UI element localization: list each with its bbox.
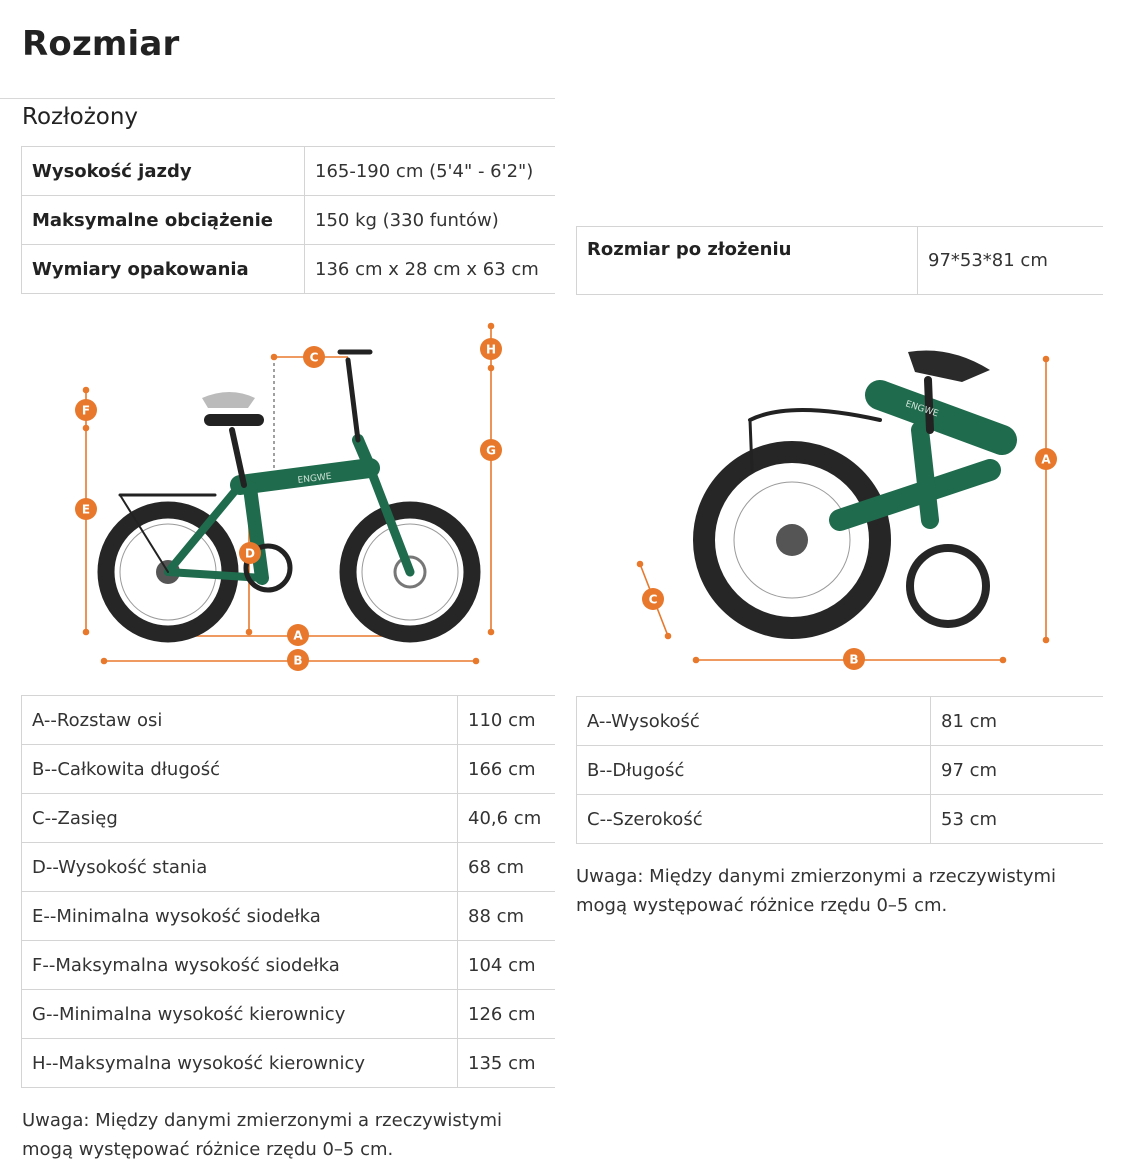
table-row — [22, 745, 556, 794]
divider — [0, 98, 555, 99]
dimension-label: G--Minimalna wysokość kierownicy — [22, 990, 458, 1039]
dimension-label: B--Całkowita długość — [22, 745, 458, 794]
table-row — [22, 843, 556, 892]
folded-specs-table — [576, 226, 1103, 295]
dimension-value: 68 cm — [458, 843, 556, 892]
marker-c — [303, 346, 325, 368]
svg-text:H: H — [485, 342, 497, 357]
seat-max-ghost — [202, 392, 255, 408]
dimension-value: 81 cm — [931, 697, 1104, 746]
dimension-value: 104 cm — [458, 941, 556, 990]
table-row — [22, 696, 556, 745]
dimension-value: 97 cm — [931, 746, 1104, 795]
svg-text:C: C — [648, 592, 658, 607]
table-row — [22, 794, 556, 843]
spec-label: Rozmiar po złożeniu — [577, 227, 918, 295]
marker-d — [239, 542, 261, 564]
table-row — [22, 941, 556, 990]
dimension-value: 53 cm — [931, 795, 1104, 844]
dimension-label: A--Wysokość — [577, 697, 931, 746]
marker-g — [480, 439, 502, 461]
marker-a — [1035, 448, 1057, 470]
svg-text:D: D — [245, 546, 255, 561]
dimension-label: C--Zasięg — [22, 794, 458, 843]
spec-value: 150 kg (330 funtów) — [305, 196, 556, 245]
table-row — [22, 245, 556, 294]
unfolded-specs-table — [21, 146, 555, 294]
dimension-label: H--Maksymalna wysokość kierownicy — [22, 1039, 458, 1088]
spec-value: 136 cm x 28 cm x 63 cm — [305, 245, 556, 294]
page-title: Rozmiar — [22, 24, 180, 64]
spec-value: 165-190 cm (5'4" - 6'2") — [305, 147, 556, 196]
table-row — [577, 697, 1104, 746]
folded-dimensions-table — [576, 696, 1103, 844]
table-row — [577, 227, 1104, 295]
folded-note: Uwaga: Między danymi zmierzonymi a rzeczywistymi mogą występować różnice rzędu 0–5 cm. — [576, 866, 1057, 916]
dimension-label: B--Długość — [577, 746, 931, 795]
brand-logo: ENGWE — [904, 399, 940, 420]
dimension-value: 126 cm — [458, 990, 556, 1039]
rear-wheel — [704, 452, 880, 628]
marker-h — [480, 338, 502, 360]
unfolded-bike-diagram — [60, 318, 510, 678]
spec-label: Wymiary opakowania — [22, 245, 305, 294]
section-title: Rozłożony — [22, 104, 139, 130]
folded-bike-diagram — [630, 338, 1060, 672]
table-row — [577, 746, 1104, 795]
svg-text:A: A — [293, 628, 303, 643]
marker-c — [642, 588, 664, 610]
dimension-label: D--Wysokość stania — [22, 843, 458, 892]
table-row — [22, 147, 556, 196]
marker-b — [843, 648, 865, 670]
spec-value: 97*53*81 cm — [918, 227, 1104, 295]
dimension-label: E--Minimalna wysokość siodełka — [22, 892, 458, 941]
spec-label: Wysokość jazdy — [22, 147, 305, 196]
dimension-label: F--Maksymalna wysokość siodełka — [22, 941, 458, 990]
dimension-value: 135 cm — [458, 1039, 556, 1088]
marker-e — [75, 498, 97, 520]
front-wheel — [910, 548, 986, 624]
svg-text:B: B — [849, 652, 859, 667]
svg-text:G: G — [486, 443, 496, 458]
table-row — [22, 196, 556, 245]
svg-text:A: A — [1041, 452, 1051, 467]
spec-label: Maksymalne obciążenie — [22, 196, 305, 245]
marker-b — [287, 649, 309, 671]
svg-text:E: E — [81, 502, 91, 517]
svg-text:C: C — [309, 350, 319, 365]
svg-text:F: F — [81, 403, 91, 418]
table-row — [577, 795, 1104, 844]
dimension-value: 110 cm — [458, 696, 556, 745]
dimension-value: 40,6 cm — [458, 794, 556, 843]
unfolded-dimensions-table — [21, 695, 555, 1088]
table-row — [22, 892, 556, 941]
table-row — [22, 990, 556, 1039]
svg-text:B: B — [293, 653, 303, 668]
marker-a — [287, 624, 309, 646]
marker-f — [75, 399, 97, 421]
dimension-label: C--Szerokość — [577, 795, 931, 844]
table-row — [22, 1039, 556, 1088]
unfolded-note: Uwaga: Między danymi zmierzonymi a rzeczywistymi mogą występować różnice rzędu 0–5 cm. — [22, 1110, 503, 1160]
seat — [908, 350, 990, 382]
brand-logo: ENGWE — [297, 471, 333, 486]
dimension-label: A--Rozstaw osi — [22, 696, 458, 745]
dimension-value: 88 cm — [458, 892, 556, 941]
dimension-value: 166 cm — [458, 745, 556, 794]
